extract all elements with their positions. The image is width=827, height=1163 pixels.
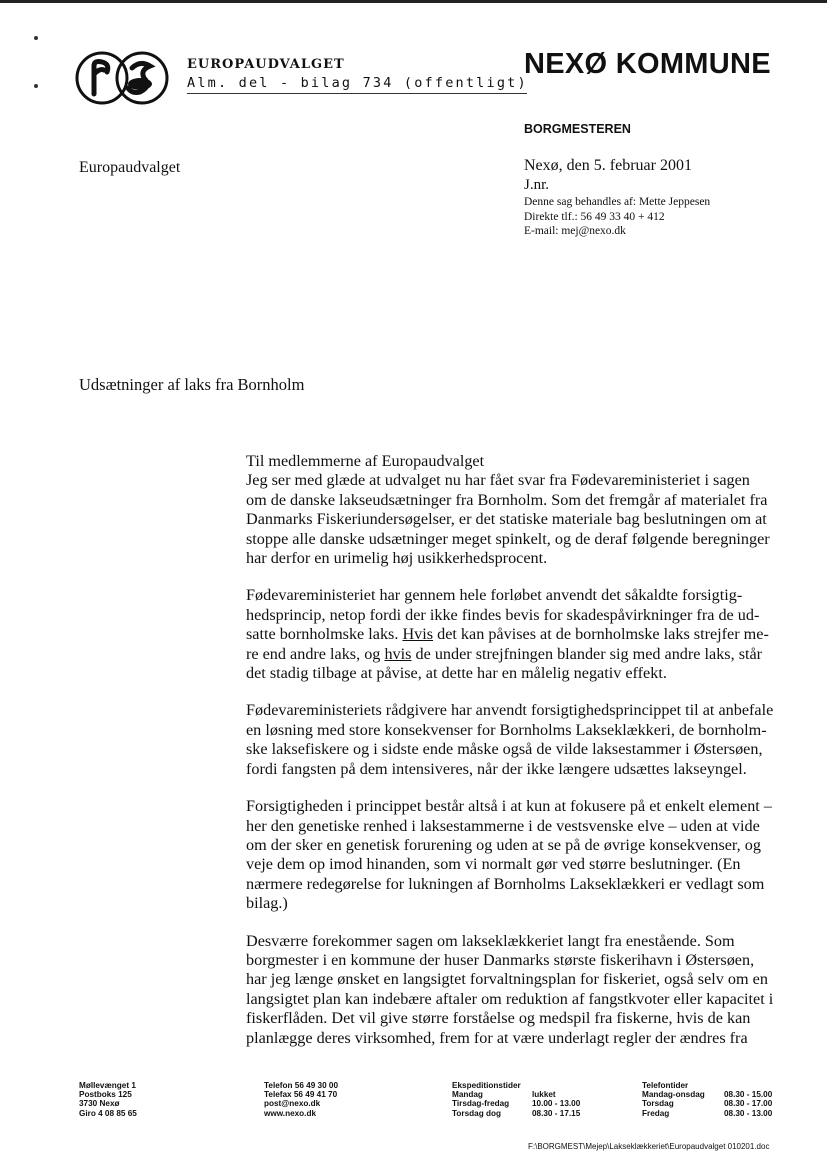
text-line: Danmarks Fiskeriundersøgelser, er det statiske materiale bag beslutningen om at — [246, 510, 767, 529]
hours-day: Mandag — [452, 1090, 483, 1100]
text-line: det stadig tilbage at påvise, at dette har en målelig negativ effekt. — [246, 664, 667, 683]
paragraph-2 — [246, 586, 806, 683]
paragraph-4 — [246, 797, 806, 913]
footer-office-hours — [452, 1081, 580, 1118]
footer-contact — [264, 1081, 338, 1118]
recipient: Europaudvalget — [79, 159, 181, 176]
email-address: post@nexo.dk — [264, 1099, 321, 1109]
email: E-mail: mej@nexo.dk — [524, 225, 626, 237]
text-line: om de danske lakseudsætninger fra Bornholm. Som det fremgår af materialet fra — [246, 490, 768, 509]
address-line: 3730 Nexø — [79, 1099, 120, 1109]
text-line: planlægge deres virksomhed, frem for at være underlagt regler der ændres fra — [246, 1028, 748, 1047]
committee-name: EUROPAUDVALGET — [187, 57, 345, 72]
scan-top-border — [0, 0, 827, 3]
letter-subject: Udsætninger af laks fra Bornholm — [79, 375, 305, 394]
paragraph-3 — [246, 701, 806, 779]
office-name: BORGMESTEREN — [524, 122, 631, 136]
hours-row — [452, 1099, 580, 1108]
text-line — [246, 625, 806, 644]
text-line: fordi fangsten på dem intensiveres, når der ikke længere udsættes lakseyngel. — [246, 759, 747, 778]
address-line: Postboks 125 — [79, 1090, 132, 1100]
direct-phone: Direkte tlf.: 56 49 33 40 + 412 — [524, 210, 665, 223]
case-info — [524, 195, 710, 239]
case-handler: Denne sag behandles af: Mette Jeppesen — [524, 196, 711, 208]
footer-phone-hours — [642, 1081, 772, 1118]
text-line: langsigtet plan kan indebære aftaler om reduktion af fangstkvoter eller kapacitet i — [246, 989, 774, 1008]
hours-time: lukket — [532, 1090, 556, 1100]
footer-address — [79, 1081, 137, 1118]
text-line: har derfor en urimelig høj usikkerhedsprocent. — [246, 549, 548, 568]
text-line: Fødevareministeriet har gennem hele forløbet anvendt det såkaldte forsigtig- — [246, 586, 743, 605]
text-line: nærmere redegørelse for lukningen af Bornholms Lakseklækkeri er vedlagt som — [246, 874, 765, 893]
stamp-underline — [187, 93, 527, 94]
text-line: Forsigtigheden i princippet består altså i at kun at fokusere på et enkelt element – — [246, 797, 772, 816]
fax-number: Telefax 56 49 41 70 — [264, 1090, 338, 1100]
europaudvalget-logo — [74, 50, 170, 106]
hours-day: Fredag — [642, 1108, 670, 1118]
text-line: fiskerflåden. Det vil give større forståelse og medspil fra fiskerne, hvis de kan — [246, 1009, 751, 1028]
text-line: bilag.) — [246, 894, 288, 913]
hours-row — [642, 1090, 772, 1099]
text-fragment: de under strejfningen blander sig med andre laks, står — [411, 644, 763, 663]
underlined-word: hvis — [384, 644, 412, 663]
phone-number: Telefon 56 49 30 00 — [264, 1081, 339, 1090]
giro-number: Giro 4 08 85 65 — [79, 1108, 137, 1118]
text-line: borgmester i en kommune der huser Danmarks største fiskerihavn i Østersøen, — [246, 950, 755, 969]
text-line: ske laksefiskere og i sidste ende måske også de vilde laksestammer i Østersøen, — [246, 740, 763, 759]
hours-day: Tirsdag-fredag — [452, 1099, 510, 1109]
text-line: om der sker en genetisk forurening og uden at se på de øvrige konsekvenser, og — [246, 835, 761, 854]
hours-time: 08.30 - 17.15 — [532, 1108, 581, 1118]
file-path: F:\BORGMEST\Mejep\Lakseklækkeriet\Europaudvalget 010201.doc — [528, 1142, 770, 1151]
underlined-word: Hvis — [402, 625, 434, 644]
text-line: her den genetiske renhed i laksestammerne i de vestsvenske elve – uden at vide — [246, 816, 760, 835]
text-line: Jeg ser med glæde at udvalget nu har fået svar fra Fødevareministeriet i sagen — [246, 471, 750, 490]
address-line: Møllevænget 1 — [79, 1081, 136, 1090]
hours-day: Torsdag dog — [452, 1108, 501, 1118]
text-line: har jeg længe ønsket en langsigtet forvaltningsplan for fiskeriet, også selv om en — [246, 970, 768, 989]
hours-day: Torsdag — [642, 1099, 674, 1109]
text-line: Fødevareministeriets rådgivere har anvendt forsigtighedsprincippet til at anbefale — [246, 701, 774, 720]
text-line: Til medlemmerne af Europaudvalget — [246, 452, 485, 470]
hours-row — [642, 1099, 772, 1108]
hours-row — [452, 1090, 580, 1099]
hours-time: 10.00 - 13.00 — [532, 1099, 581, 1109]
paragraph-5 — [246, 932, 806, 1048]
journal-number: J.nr. — [524, 177, 550, 193]
hours-time: 08.30 - 17.00 — [724, 1099, 773, 1109]
text-line: en løsning med store konsekvenser for Bornholms Lakseklækkeri, de bornholm- — [246, 720, 767, 739]
text-fragment: satte bornholmske laks. — [246, 625, 403, 644]
hours-time: 08.30 - 15.00 — [724, 1090, 773, 1100]
letter-date: Nexø, den 5. februar 2001 — [524, 157, 692, 174]
hours-time: 08.30 - 13.00 — [724, 1108, 773, 1118]
text-line: veje dem op imod hinanden, som vi normalt gør ved større beslutninger. (En — [246, 855, 741, 874]
letter-body — [246, 452, 806, 1066]
scan-mark — [34, 84, 38, 88]
scan-mark — [34, 36, 38, 40]
archive-stamp: Alm. del - bilag 734 (offentligt) — [187, 75, 528, 91]
text-fragment: det kan påvises at de bornholmske laks strejfer me- — [433, 625, 769, 644]
text-fragment: re end andre laks, og — [246, 644, 385, 663]
hours-day: Mandag-onsdag — [642, 1090, 705, 1100]
office-hours-title: Ekspeditionstider — [452, 1081, 521, 1090]
paragraph-1 — [246, 452, 806, 568]
text-line: stoppe alle danske udsætninger meget spinkelt, og de deraf følgende beregninger — [246, 529, 770, 548]
hours-row — [452, 1109, 580, 1118]
phone-hours-title: Telefontider — [642, 1081, 689, 1090]
text-line: Desværre forekommer sagen om lakseklækkeriet langt fra enestående. Som — [246, 931, 735, 950]
text-line — [246, 645, 806, 664]
text-line: hedsprincip, netop fordi der ikke findes bevis for skadespåvirkninger fra de ud- — [246, 605, 760, 624]
website: www.nexo.dk — [264, 1108, 317, 1118]
municipality-name: NEXØ KOMMUNE — [524, 48, 771, 80]
hours-row — [642, 1109, 772, 1118]
